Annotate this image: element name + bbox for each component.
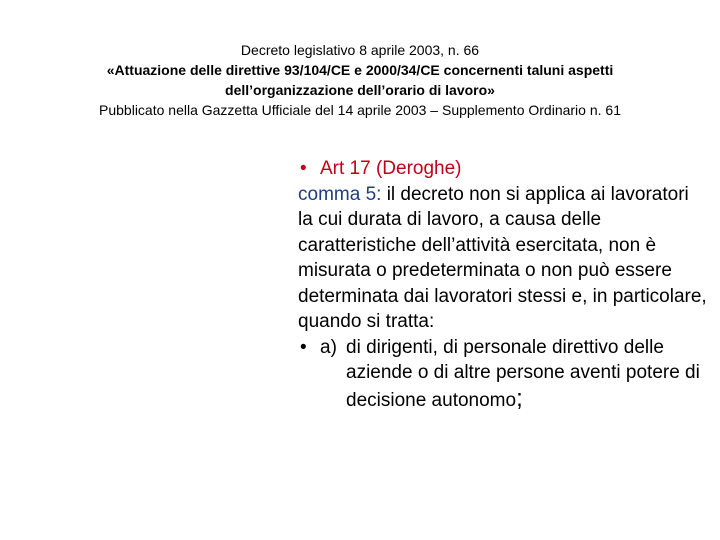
sub-bullet-item <box>298 335 708 414</box>
publication-note: Pubblicato nella Gazzetta Ufficiale del 14 aprile 2003 – Supplemento Ordinario n. 61 <box>99 102 621 118</box>
document-header <box>20 40 700 120</box>
comma-text: il decreto non si applica ai lavoratori la cui durata di lavoro, a causa delle caratteristiche dell’attività esercitata, non è misurata o predeterminata o non può essere determinata dai lavoratori stessi e, in particolare, quando si tratta: <box>298 183 707 332</box>
comma-label: comma 5: <box>298 183 382 205</box>
decree-subject-line-2: dell’organizzazione dell’orario di lavoro» <box>225 82 495 98</box>
sub-bullet-label: a) <box>320 336 337 358</box>
bullet-icon: • <box>300 158 307 179</box>
comma-paragraph <box>298 182 708 335</box>
article-title: Art 17 (Deroghe) <box>320 158 462 179</box>
decree-title: Decreto legislativo 8 aprile 2003, n. 66 <box>240 42 480 58</box>
article-content <box>298 156 708 413</box>
sub-bullet-end: ; <box>516 384 523 412</box>
decree-subject-line-1: «Attuazione delle direttive 93/104/CE e 2000/34/CE concernenti taluni aspetti <box>106 62 614 78</box>
sub-bullet-text: di dirigenti, di personale direttivo delle aziende o di altre persone aventi potere di decisione autonomo <box>346 336 700 411</box>
sub-bullet-icon: • <box>300 336 307 358</box>
article-bullet <box>298 156 708 182</box>
